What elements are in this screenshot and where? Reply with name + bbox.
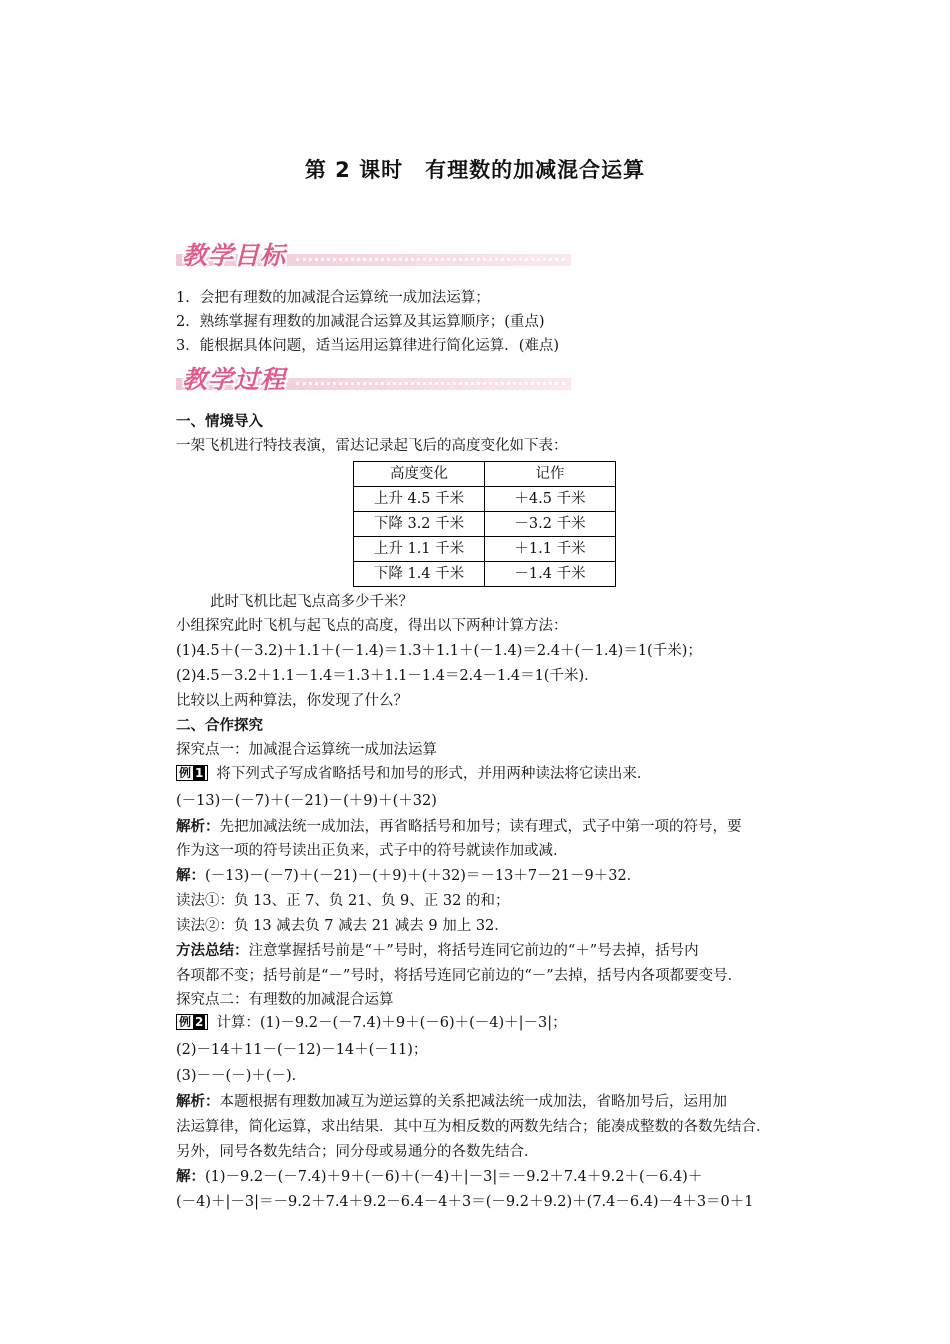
table-row [354, 537, 616, 562]
example-1-analysis [176, 817, 742, 837]
example-2-analysis [176, 1092, 727, 1112]
banner-teaching-goals [176, 236, 571, 270]
table-row [354, 512, 616, 537]
table-row [354, 487, 616, 512]
compare-text: 比较以上两种算法，你发现了什么？ [176, 693, 408, 709]
solution-label: 解： [176, 1169, 205, 1185]
solution-text: (－13)－(－7)＋(－21)－(＋9)＋(＋32)＝－13＋7－21－9＋32． [205, 868, 642, 884]
banner-dots [296, 258, 565, 261]
banner-teaching-process [176, 360, 571, 394]
banner-dots [296, 382, 565, 385]
table-cell: 上升 1.1 千米 [354, 537, 485, 562]
example-badge [176, 1014, 208, 1030]
reading-1: 读法①：负 13、正 7、负 21、负 9、正 32 的和； [176, 893, 510, 909]
goal-item: 1．会把有理数的加减混合运算统一成加法运算； [176, 290, 490, 306]
solution-text: (1)－9.2－(－7.4)＋9＋(－6)＋(－4)＋|－3|＝－9.2＋7.4＋9.2＋(－6.4)＋ [205, 1169, 703, 1185]
example-2-text: 计算：(1)－9.2－(－7.4)＋9＋(－6)＋(－4)＋|－3|； [216, 1015, 567, 1031]
example-2-prompt [176, 1013, 567, 1033]
example-badge [176, 765, 208, 781]
table-cell: ＋4.5 千米 [485, 487, 616, 512]
banner-label: 教学目标 [182, 241, 287, 270]
table-cell: ＋1.1 千米 [485, 537, 616, 562]
table-header-cell: 高度变化 [354, 462, 485, 487]
goal-item: 2．熟练掌握有理数的加减混合运算及其运算顺序；(重点) [176, 314, 545, 330]
section-heading-cooperation: 二、合作探究 [176, 718, 263, 734]
table-cell: －3.2 千米 [485, 512, 616, 537]
example-1-prompt [176, 764, 651, 784]
table-row [354, 562, 616, 587]
table-cell: －1.4 千米 [485, 562, 616, 587]
example-2-solution [176, 1167, 702, 1187]
method-1: (1)4.5＋(－3.2)＋1.1＋(－1.4)＝1.3＋1.1＋(－1.4)＝2.4＋(－1.4)＝1(千米)； [176, 643, 702, 659]
explore-text: 小组探究此时飞机与起飞点的高度，得出以下两种计算方法： [176, 618, 568, 634]
example-2-analysis-cont: 法运算律，简化运算，求出结果．其中互为相反数的两数先结合；能凑成整数的各数先结合． [176, 1119, 771, 1135]
method-2: (2)4.5－3.2＋1.1－1.4＝1.3＋1.1－1.4＝2.4－1.4＝1(千米)． [176, 668, 599, 684]
example-2-expression-2: (2)－14＋11－(－12)－14＋(－11)； [176, 1042, 428, 1058]
example-1-expression: (－13)－(－7)＋(－21)－(＋9)＋(＋32) [176, 793, 437, 809]
table-cell: 下降 3.2 千米 [354, 512, 485, 537]
table-cell: 下降 1.4 千米 [354, 562, 485, 587]
example-2-expression-3: (3)－－(－)＋(－)． [176, 1068, 307, 1084]
example-2-analysis-cont: 另外，同号各数先结合；同分母或易通分的各数先结合． [176, 1144, 539, 1160]
question-text: 此时飞机比起飞点高多少千米？ [210, 594, 413, 610]
explore-point-1: 探究点一：加减混合运算统一成加法运算 [176, 742, 437, 758]
analysis-text: 先把加减法统一成加法，再省略括号和加号；读有理式，式子中第一项的符号，要 [219, 819, 742, 835]
example-1-text: 将下列式子写成省略括号和加号的形式，并用两种读法将它读出来． [216, 766, 652, 782]
example-1-solution [176, 866, 641, 886]
section-heading-intro: 一、情境导入 [176, 414, 263, 430]
solution-label: 解： [176, 868, 205, 884]
banner-label: 教学过程 [182, 365, 287, 394]
table-header-cell: 记作 [485, 462, 616, 487]
explore-point-2: 探究点二：有理数的加减混合运算 [176, 992, 394, 1008]
analysis-text: 本题根据有理数加减互为逆运算的关系把减法统一成加法，省略加号后，运用加 [219, 1094, 727, 1110]
table-cell: 上升 4.5 千米 [354, 487, 485, 512]
example-1-analysis-cont: 作为这一项的符号读出正负来，式子中的符号就读作加或减． [176, 843, 568, 859]
example-badge-text: 例 [179, 766, 192, 780]
analysis-label: 解析： [176, 1094, 220, 1110]
summary-label: 方法总结： [176, 943, 249, 959]
method-summary [176, 941, 699, 961]
goal-item: 3．能根据具体问题，适当运用运算律进行简化运算．(难点) [176, 338, 560, 354]
reading-2: 读法②：负 13 减去负 7 减去 21 减去 9 加上 32． [176, 918, 509, 934]
example-badge-number: 1 [195, 766, 204, 780]
example-badge-number: 2 [195, 1015, 204, 1029]
table-header-row [354, 462, 616, 487]
analysis-label: 解析： [176, 819, 220, 835]
intro-text: 一架飞机进行特技表演，雷达记录起飞后的高度变化如下表： [176, 438, 568, 454]
example-badge-text: 例 [179, 1015, 192, 1029]
page-title: 第 2 课时 有理数的加减混合运算 [304, 158, 646, 182]
summary-text: 注意掌握括号前是“＋”号时，将括号连同它前边的“＋”号去掉，括号内 [248, 943, 699, 959]
example-2-solution-cont: (－4)＋|－3|＝－9.2＋7.4＋9.2－6.4－4＋3＝(－9.2＋9.2)＋(7.4－6.4)－4＋3＝0＋1 [176, 1194, 754, 1210]
method-summary-cont: 各项都不变；括号前是“－”号时，将括号连同它前边的“－”去掉，括号内各项都要变号． [176, 968, 743, 984]
altitude-table [353, 461, 616, 587]
